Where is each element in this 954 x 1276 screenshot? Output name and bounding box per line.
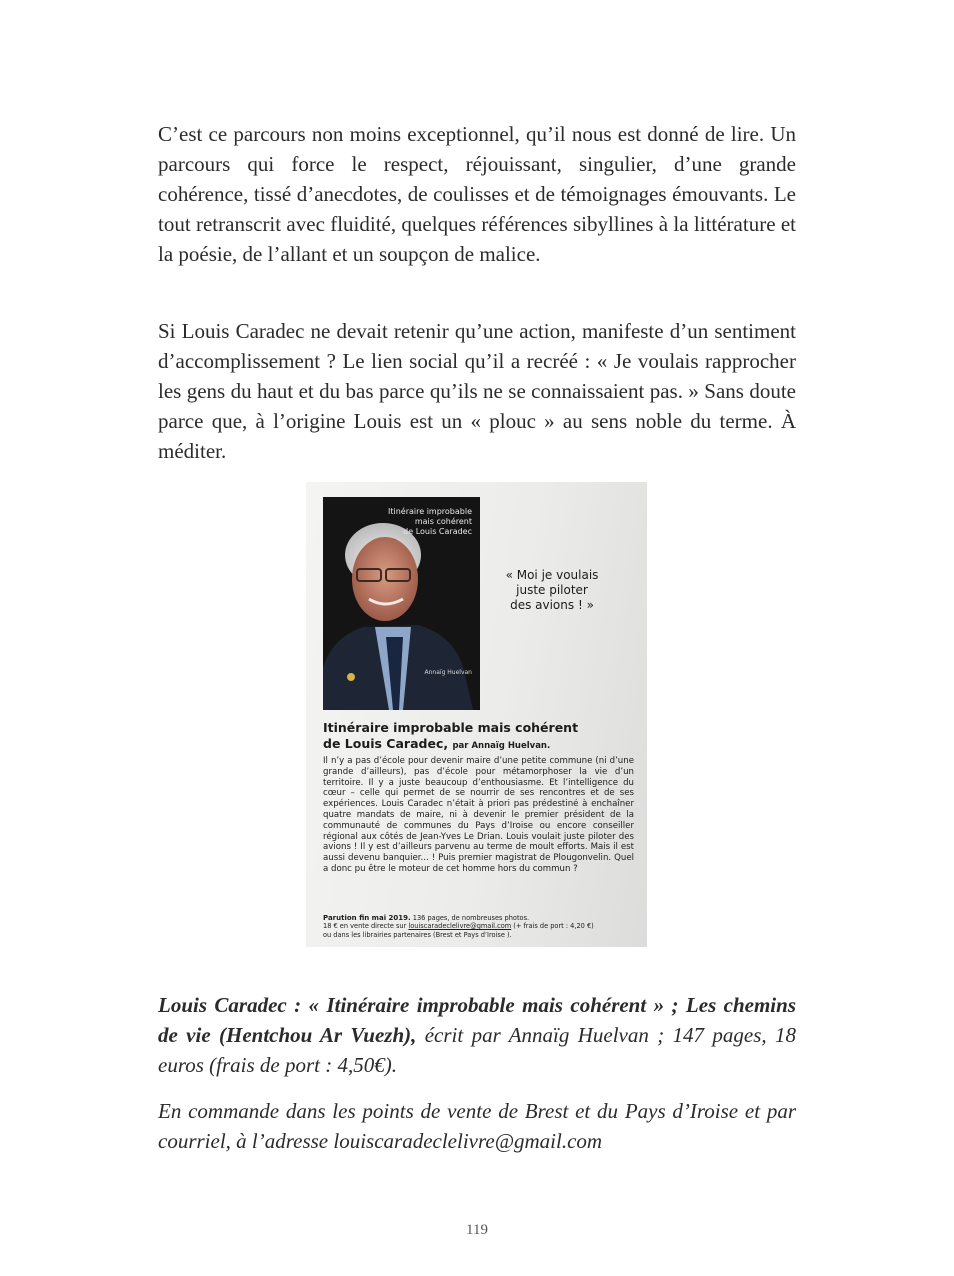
flyer-title-author: par Annaïg Huelvan.	[452, 741, 551, 751]
bookstores-text: ou dans les librairies partenaires (Brest et Pays d’Iroise ).	[323, 930, 512, 939]
caption-details: écrit par Annaïg Huelvan ; 147 pages, 18 euros (frais de port : 4,50€).	[158, 1023, 796, 1077]
shipping-text: (+ frais de port : 4,20 €)	[511, 922, 594, 931]
caption-title: Louis Caradec : « Itinéraire improbable mais cohérent » ; Les chemins de vie (Hentchou Ar Vuezh),	[158, 993, 796, 1047]
page-number: 119	[466, 1222, 488, 1238]
book-caption	[158, 990, 796, 1080]
body-paragraph-2: Si Louis Caradec ne devait retenir qu’une action, manifeste d’un sentiment d’accomplissement ? Le lien social qu’il a recréé : « Je voulais rapprocher les gens du haut et du bas parce qu’ils ne se connaissaient pas. » Sans doute parce que, à l’origine Louis est un « plouc » au sens noble du terme. À méditer.	[158, 319, 796, 463]
flyer-email: louiscaradeclelivre@gmail.com	[408, 922, 512, 931]
flyer-title-line: Itinéraire improbable mais cohérent	[323, 720, 579, 735]
cover-author: Annaïg Huelvan	[424, 669, 472, 676]
book-flyer-photo	[306, 482, 647, 947]
price-text: 18 € en vente directe sur	[323, 922, 409, 931]
flyer-blurb: Il n’y a pas d’école pour devenir maire d’une petite commune (ni d’une grande d’ailleurs), pas d’école pour métamorphoser la vie d’un territoire. Il y a juste beaucoup d’enthousiasme. Et l’intelligence du cœur – celle qui permet de se nourrir de ses rencontres et de ses expériences. Louis Caradec n’était à priori pas prédestiné à enchaîner quatre mandats de maire, ni à devenir le premier président de la communauté de communes du Pays d’Iroise ou encore conseiller régional aux côtés de Jean-Yves Le Drian. Louis voulait juste piloter des avions ! Il y est d’ailleurs parvenu au terme de moult efforts. Mais il est aussi devenu banquier... ! Puis premier magistrat de Plougonvelin. Quel a donc pu être le moteur de cet homme hors du commun ?	[323, 756, 634, 874]
quote-line: « Moi je voulais	[505, 568, 599, 582]
cover-title	[352, 507, 472, 537]
flyer-title-name: de Louis Caradec,	[323, 736, 449, 751]
flyer-quote	[492, 568, 612, 613]
page-count: 136 pages, de nombreuses photos.	[410, 914, 530, 922]
flyer-title-line	[323, 736, 633, 754]
cover-title-line: de Louis Caradec	[403, 527, 472, 536]
release-date: Parution fin mai 2019.	[323, 914, 411, 922]
cover-title-line: Itinéraire improbable	[387, 507, 472, 516]
quote-line: des avions ! »	[510, 598, 594, 612]
flyer-footer	[323, 914, 638, 939]
body-paragraph-1: C’est ce parcours non moins exceptionnel, qu’il nous est donné de lire. Un parcours qui force le respect, réjouissant, singulier, d’une grande cohérence, tissé d’anecdotes, de coulisses et de témoignages émouvants. Le tout retranscrit avec fluidité, quelques références sibyllines à la littérature et la poésie, de l’allant et un soupçon de malice.	[158, 122, 796, 266]
quote-line: juste piloter	[516, 583, 588, 597]
cover-title-line: mais cohérent	[414, 517, 472, 526]
book-cover	[323, 497, 480, 710]
order-info: En commande dans les points de vente de Brest et du Pays d’Iroise et par courriel, à l’adresse louiscaradeclelivre@gmail.com	[158, 1099, 796, 1153]
flyer-title	[323, 720, 633, 754]
